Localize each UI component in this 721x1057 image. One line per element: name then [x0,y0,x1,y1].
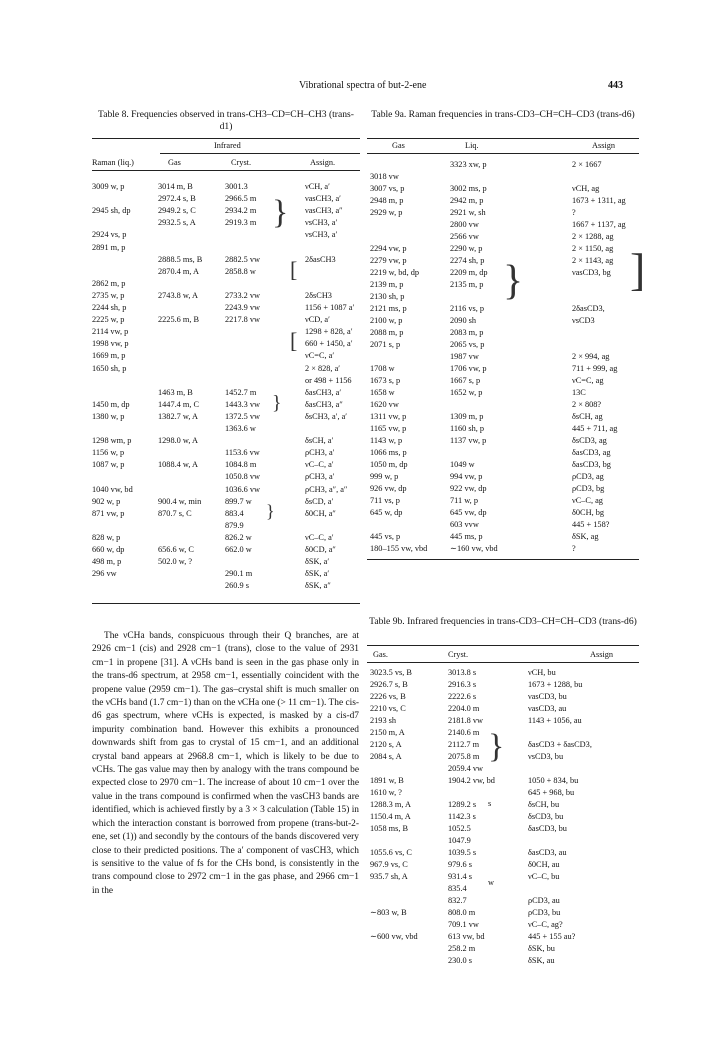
table8-cell: 2114 vw, p [92,327,129,337]
table9a-cell: 1143 w, p [370,436,403,445]
table9b-cell: 1143 + 1056, au [528,716,582,725]
table9a-cell: 1673 + 1311, ag [572,196,626,205]
table8-cell: νasCH3, a′ [305,194,341,204]
table9a-cell: ? [572,544,576,553]
table9b-col-assign: Assign [590,650,614,659]
table8-cell: δsCH3, a′, a′ [305,411,348,421]
table8-cell: 1156 w, p [92,448,125,458]
table9b-cell: ρCD3, bu [528,908,561,917]
table8-cell: 2225 w, p [92,315,125,325]
table9a-cell: 2121 ms, p [370,304,407,313]
table9a-cell: δSK, ag [572,532,599,541]
table9a-bottom-rule [367,559,639,560]
table9b-top-rule [367,645,639,646]
table8-cell: 2949.2 s, C [158,206,196,216]
table9a-caption: Table 9a. Raman frequencies in trans-CD3–CH=CH–CD3 (trans-d6) [371,109,635,120]
table8-cell: 1998 vw, p [92,339,129,349]
table8-cell: 1372.5 vw [225,411,261,421]
table9b-cell: δSK, au [528,956,555,965]
table9b-cell: δasCD3, bu [528,824,567,833]
table8-cell: 883.4 [225,508,244,518]
table8-cell: νC=C, a′ [305,351,335,361]
table9a-cell: 13C [572,388,586,397]
table8-caption: Table 8. Frequencies observed in trans-CH3–CD=CH–CH3 (trans-d1) [98,109,354,132]
table8-cell: 296 vw [92,569,117,579]
table9b-cell: 2084 s, A [370,752,402,761]
table9b-cell: νsCD3, bu [528,752,564,761]
table9a-cell: 2139 m, p [370,280,404,289]
table9a-cell: 2065 vs, p [450,340,485,349]
table9a-cell: 711 + 999, ag [572,364,618,373]
table9a-cell: 1667 + 1137, ag [572,220,626,229]
table8-cell: δSK, a′ [305,557,330,567]
table8-cell: 2862 m, p [92,278,126,288]
table8-cell: 2888.5 ms, B [158,254,203,264]
table8-cell: ρCH3, a′ [305,472,335,482]
table9a-cell: 2 × 808? [572,400,602,409]
table8-brace: } [272,392,282,414]
table9a-cell: νC=C, ag [572,376,604,385]
table9b-cell: 2226 vs, B [370,692,406,701]
table8-cell: 1450 m, dp [92,399,130,409]
table9b-brace-w: w [488,878,494,887]
table9b-cell: 709.1 vw [448,920,479,929]
table9a-cell: 3018 vw [370,172,399,181]
table9a-cell: 180–155 vw, vbd [370,544,428,553]
table9a-cell: 445 + 158? [572,520,610,529]
table9a-cell: 1165 vw, p [370,424,407,433]
table8-cell: δSK, a′ [305,569,330,579]
table9b-cell: 230.0 s [448,956,472,965]
table8-cell: 870.7 s, C [158,508,192,518]
table9a-cell: 2 × 1667 [572,160,602,169]
table9a-cell: 922 vw, dp [450,484,487,493]
table8-cell: 3001.3 [225,182,248,191]
table8-cell: 828 w, p [92,532,121,542]
table9b-cell: 2075.8 m [448,752,480,761]
table9a-cell: 1160 sh, p [450,424,485,433]
table9a-cell: 1066 ms, p [370,448,407,457]
table8-cell: 2δasCH3 [305,254,336,264]
table9a-cell: 2209 m, dp [450,268,488,277]
table8-bracket: [ [290,257,298,282]
table9b-cell: 2926.7 s, B [370,680,408,689]
table9b-cell: νasCD3, au [528,704,567,713]
table8-cell: δ0CH, a″ [305,508,336,518]
table9b-cell: 2140.6 m [448,728,480,737]
table8-cell: 900.4 w, min [158,496,202,506]
table9a-cell: δsCH, ag [572,412,603,421]
table8-cell: 1087 w, p [92,460,125,470]
table8-cell: 2735 w, p [92,290,125,300]
table9a-cell: 994 vw, p [450,472,483,481]
table9b-cell: δSK, bu [528,944,555,953]
table9a-cell: 2929 w, p [370,208,403,217]
table9a-cell: 1137 vw, p [450,436,487,445]
table9b-cell: δasCD3 + δasCD3, [528,740,592,749]
table9a-brace: } [503,258,524,304]
table9b-cell: 967.9 vs, C [370,860,408,869]
table9a-cell: 999 w, p [370,472,399,481]
table8-cell: 660 + 1450, a′ [305,339,353,349]
table8-bottom-rule [92,603,360,604]
table9b-caption: Table 9b. Infrared frequencies in trans-CD3–CH=CH–CD3 (trans-d6) [369,616,637,627]
table9a-cell: 3007 vs, p [370,184,405,193]
table8-cell: νasCH3, a″ [305,206,343,216]
table9b-cell: 2210 vs, C [370,704,406,713]
table8-cell: 662.0 w [225,545,252,554]
table9b-cell: 1050 + 834, bu [528,776,579,785]
table8-cell: δasCH3, a′ [305,387,342,397]
table8-cell: 1050.8 vw [225,472,261,482]
table9a-cell: 1673 s, p [370,376,401,385]
table9a-cell: δsCD3, ag [572,436,607,445]
table8-cell: 1156 + 1087 a′ [305,303,355,312]
table9b-cell: 445 + 155 au? [528,932,576,941]
table9b-cell: 1904.2 vw, bd [448,776,495,785]
table8-group-rule [160,153,360,154]
table9a-cell: 1652 w, p [450,388,483,397]
table8-cell: νsCH3, a′ [305,218,338,228]
table9b-cell: 1150.4 m, A [370,812,411,821]
table8-cell: 660 w, dp [92,545,125,554]
table8-col-assign: Assign. [310,158,336,167]
table9b-cell: ρCD3, au [528,896,560,905]
table9a-cell: 2274 sh, p [450,256,485,265]
table8-cell: 2217.8 vw [225,315,261,325]
table8-cell: 2891 m, p [92,242,126,252]
table8-cell: 502.0 w, ? [158,557,193,567]
table9a-cell: 2 × 1143, ag [572,256,614,265]
table9a-cell: 2135 m, p [450,280,484,289]
table8-group-header: Infrared [214,141,241,150]
table8-cell: δasCH3, a″ [305,399,343,409]
table8-cell: 2945 sh, dp [92,206,131,216]
table9a-cell: 2 × 1150, ag [572,244,614,253]
table9a-cell: ∼160 vw, vbd [450,544,498,553]
table9b-cell: 1055.6 vs, C [370,848,412,857]
table9b-cell: 832.7 [448,896,467,905]
table9b-cell: 645 + 968, bu [528,788,575,797]
body-text: The νCHa bands, conspicuous through their Q branches, are at 2926 cm−1 (cis) and 2928 cm−1 (trans), close to the value of 2931 cm−1 in propene [31]. A νCHs band is seen in the gas phase only in the trans-d6 spectrum, at 2958 cm−1, essentially coincident with the propene value (2959 cm−1). The gas–crystal shift is much smaller on the νCHs band (1.7 cm−1) than on the νCHa one (> 11 cm−1). The cis-d6 gas spectrum, where νCHs is expected, is masked by a cis-d7 impurity combination band. However this exhibits a pronounced downwards shift from gas to crystal of 15 cm−1, and an additional crystal band appears at 2968.8 cm−1, which is likely to be due to νCHs. The gas value may then by analogy with the trans compound be expected close to 2970 cm−1. The increase of about 10 cm−1 over the value in the trans compound is confirmed when the νasCH3 bands are identified, which is achieved firstly by a 3 × 3 calculation (Table 15) in which the interaction constant is borrowed from propene (trans-but-2-ene, set (1)) and secondly by the contours of the bands discovered very close to their predicted positions. The a′ component of νasCH3, which is sensitive to the value of fs for the CHs bond, is consistently in the trans compound close to 2972 cm−1 in the gas phase, and 2966 cm−1 in the [92,631,359,896]
table9a-cell: 1667 s, p [450,376,481,385]
table8-cell: 2932.5 s, A [158,218,196,228]
table8-cell: νsCH3, a′ [305,230,338,240]
table9b-cell: 2204.0 m [448,704,480,713]
table9a-cell: ρCD3, bg [572,484,605,493]
table9b-cell: 1052.5 [448,824,471,833]
table9b-cell: ∼600 vw, vbd [370,932,418,941]
table9a-cell: 3323 xw, p [450,160,487,169]
table9b-cell: 808.0 m [448,908,476,917]
table9b-cell: 935.7 sh, A [370,872,408,881]
table9b-cell: 3023.5 vs, B [370,668,412,677]
table9a-cell: 603 vvw [450,520,479,529]
table9b-cell: ∼803 w, B [370,908,407,917]
table9b-cell: νC–C, ag? [528,920,563,929]
table9b-cell: 1058 ms, B [370,824,409,833]
table8-cell: 3009 w, p [92,182,125,191]
table9b-cell: 3013.8 s [448,668,477,677]
table9b-cell: 835.4 [448,884,467,893]
table8-cell: 1452.7 m [225,387,257,397]
table9a-cell: 645 w, dp [370,508,403,517]
table8-bracket: [ [290,328,298,353]
table8-cell: 899.7 w [225,496,252,506]
table9a-cell: 2δasCD3, [572,304,605,313]
table9b-cell: νasCD3, bu [528,692,567,701]
body-paragraph [92,630,359,898]
table8-cell: 260.9 s [225,581,249,591]
table9a-cell: 1706 vw, p [450,364,487,373]
table9a-cell: 1987 vw [450,352,479,361]
table9b-cell: 979.6 s [448,860,472,869]
table8-cell: δSK, a″ [305,581,331,591]
table8-cell: 2858.8 w [225,266,256,276]
table8-cell: 2919.3 m [225,218,257,228]
table8-cell: 2 × 828, a′ [305,363,341,373]
table9b-cell: 1039.5 s [448,848,477,857]
table9a-cell: νC–C, ag [572,496,603,505]
table9a-cell: δ0CH, bg [572,508,605,517]
table9a-cell: 2116 vs, p [450,304,485,313]
table9b-cell: 258.2 m [448,944,476,953]
table8-cell: 2972.4 s, B [158,194,196,204]
table9a-cell: 2083 m, p [450,328,484,337]
table9a-col-assign: Assign [592,141,616,150]
table9b-header-rule [367,662,639,663]
table9b-brace-s: s [488,799,492,808]
table8-top-rule [92,138,360,139]
table8-cell: 826.2 w [225,532,252,542]
table8-cell: ρCH3, a″, a″ [305,484,348,494]
table9b-cell: δasCD3, au [528,848,567,857]
table9a-cell: 2 × 1288, ag [572,232,614,241]
table8-cell: 1040 vw, bd [92,484,133,494]
table9a-cell: 2948 m, p [370,196,404,205]
table8-cell: ρCH3, a′ [305,448,335,458]
table9a-cell: ? [572,208,576,217]
table9a-cell: 3002 ms, p [450,184,487,193]
table9a-col-gas: Gas [392,141,405,150]
table9b-cell: 1288.3 m, A [370,800,412,809]
table9a-cell: νasCD3, bg [572,268,611,277]
table9a-col-liq: Liq. [465,141,479,150]
table9a-header-rule [367,153,639,154]
table9a-bracket: ] [630,244,646,295]
table9a-cell: 445 ms, p [450,532,483,541]
table8-cell: 1380 w, p [92,411,125,421]
table8-cell: δsCH, a′ [305,436,334,446]
table8-col-raman: Raman (liq.) [92,158,134,167]
table8-cell: 2244 sh, p [92,303,127,312]
table9a-cell: 445 + 711, ag [572,424,618,433]
table8-cell: 1298 wm, p [92,436,132,446]
table9a-cell: 2800 vw [450,220,479,229]
table9b-cell: 1142.3 s [448,812,476,821]
table9a-cell: 445 vs, p [370,532,401,541]
table8-cell: δsCD, a′ [305,496,334,506]
running-header: Vibrational spectra of but-2-ene [299,80,427,91]
table9b-cell: 1673 + 1288, bu [528,680,583,689]
table8-brace: } [266,501,275,521]
table8-cell: 1298 + 828, a′ [305,327,353,337]
table8-cell: νC–C, a′ [305,532,334,542]
table9b-cell: νCH, bu [528,668,556,677]
table8-cell: 1363.6 w [225,424,256,433]
table9b-cell: 931.4 s [448,872,472,881]
table9b-cell: 2120 s, A [370,740,402,749]
table8-cell: 2924 vs, p [92,230,127,240]
table9a-cell: 2090 sh [450,316,477,325]
table9a-cell: 2921 w, sh [450,208,486,217]
table8-col-cryst: Cryst. [231,158,252,167]
table8-cell: 2δsCH3 [305,290,332,300]
table9a-cell: 2566 vw [450,232,479,241]
table9b-cell: δsCH, bu [528,800,560,809]
table8-cell: 1153.6 vw [225,448,260,458]
table8-cell: 1669 m, p [92,351,126,361]
table8-cell: 656.6 w, C [158,545,194,554]
table8-cell: 290.1 m [225,569,253,579]
table8-cell: 2966.5 m [225,194,257,204]
table8-cell: 1443.3 vw [225,399,261,409]
table8-cell: 2243.9 vw [225,303,261,312]
table9b-cell: 2112.7 m [448,740,480,749]
table9a-cell: 2130 sh, p [370,292,405,301]
table8-cell: νCH, a′ [305,182,330,191]
table9a-cell: δasCD3, bg [572,460,611,469]
table9b-cell: 2222.6 s [448,692,477,701]
table9a-cell: 2088 m, p [370,328,404,337]
table9a-cell: 2219 w, bd, dp [370,268,420,277]
table8-cell: or 498 + 1156 [305,375,352,385]
table8-cell: 902 w, p [92,496,121,506]
table9b-col-cryst: Cryst. [448,650,469,659]
table9a-cell: 1309 m, p [450,412,484,421]
table9b-brace: } [488,728,505,765]
table9a-cell: 711 w, p [450,496,478,505]
table9b-cell: 2059.4 vw [448,764,484,773]
table9a-cell: 1620 vw [370,400,399,409]
table8-col-gas: Gas [168,158,181,167]
table9a-cell: 645 vw, dp [450,508,487,517]
table9a-cell: 2071 s, p [370,340,401,349]
table9a-cell: 2290 w, p [450,244,483,253]
table8-cell: 1447.4 m, C [158,399,200,409]
table9b-cell: 2193 sh [370,716,397,725]
table9b-cell: 2150 m, A [370,728,405,737]
table8-cell: 2934.2 m [225,206,257,216]
table8-cell: νC–C, a′ [305,460,334,470]
table8-cell: νCD, a′ [305,315,330,325]
table8-cell: 2743.8 w, A [158,290,199,300]
table9a-cell: 1658 w [370,388,395,397]
table8-cell: δ0CD, a″ [305,545,336,554]
table8-cell: 879.9 [225,520,244,530]
table8-cell: 1036.6 vw [225,484,261,494]
table9b-cell: 2916.3 s [448,680,477,689]
table9b-col-gas: Gas. [373,650,388,659]
table9a-cell: 1708 w [370,364,395,373]
table9b-cell: δsCD3, bu [528,812,564,821]
table9b-cell: 2181.8 vw [448,716,484,725]
table9a-cell: 1311 vw, p [370,412,407,421]
table8-cell: 2882.5 vw [225,254,261,264]
table9a-cell: δasCD3, ag [572,448,611,457]
table9a-cell: 711 vs, p [370,496,400,505]
table9a-cell: 2942 m, p [450,196,484,205]
page-number: 443 [608,80,623,91]
table9a-cell: νsCD3 [572,316,595,325]
table9a-cell: 2100 w, p [370,316,403,325]
table8-cell: 1084.8 m [225,460,257,470]
table9a-cell: 1050 m, dp [370,460,408,469]
table9b-cell: 1610 w, ? [370,788,402,797]
table8-cell: 2733.2 vw [225,290,261,300]
table9a-cell: 1049 w [450,460,475,469]
table8-cell: 1463 m, B [158,387,193,397]
table9a-cell: 926 vw, dp [370,484,407,493]
table9b-cell: δ0CH, au [528,860,560,869]
table9b-cell: 1047.9 [448,836,471,845]
table8-cell: 1650 sh, p [92,363,127,373]
table9a-cell: 2279 vw, p [370,256,407,265]
table8-cell: 1382.7 w, A [158,411,199,421]
table8-cell: 1088.4 w, A [158,460,199,470]
table8-cell: 1298.0 w, A [158,436,199,446]
table8-cell: 871 vw, p [92,508,125,518]
table8-cell: 2870.4 m, A [158,266,200,276]
table8-header-rule [92,170,360,171]
table9a-top-rule [367,138,639,139]
table8-cell: 3014 m, B [158,182,193,191]
table9b-cell: 1289.2 s [448,800,477,809]
table8-cell: 2225.6 m, B [158,315,200,325]
table9b-cell: 613 vw, bd [448,932,485,941]
table8-cell: 498 m, p [92,557,122,567]
table9a-cell: νCH, ag [572,184,600,193]
table8-brace: } [272,194,289,231]
table9b-cell: νC–C, bu [528,872,560,881]
table9b-cell: 1891 w, B [370,776,404,785]
table9a-cell: 2294 vw, p [370,244,407,253]
table9a-cell: 2 × 994, ag [572,352,610,361]
table9a-cell: ρCD3, ag [572,472,604,481]
